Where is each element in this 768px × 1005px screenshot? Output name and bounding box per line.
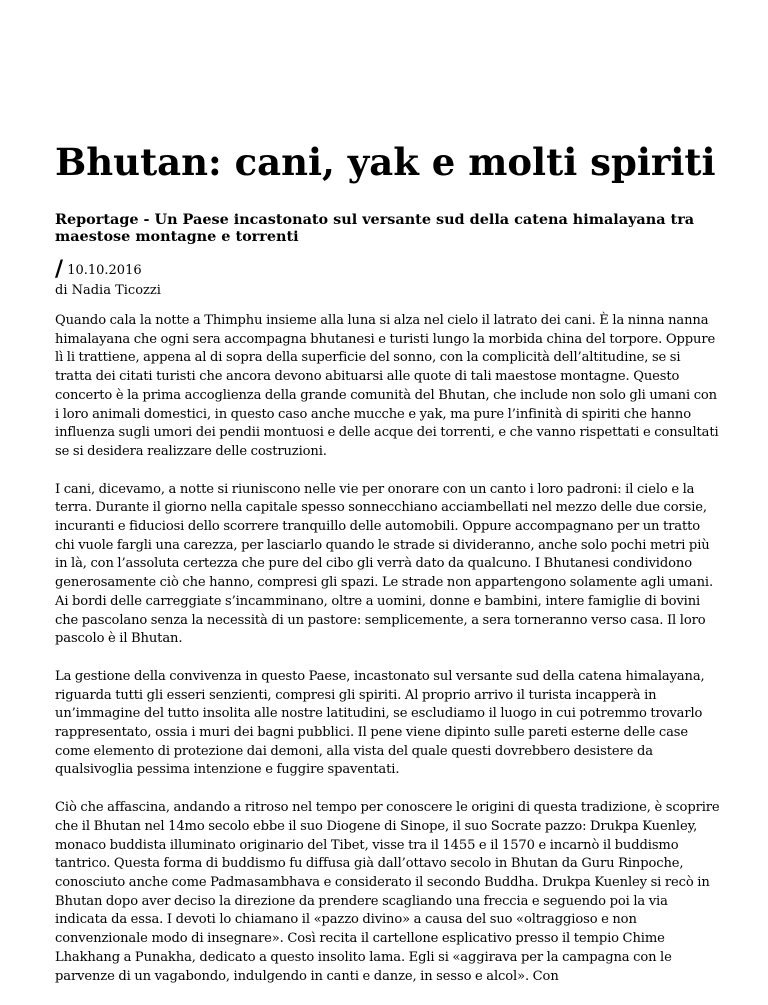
article-dateline (55, 257, 720, 282)
article-subtitle: Reportage - Un Paese incastonato sul versante sud della catena himalayana tra maestose montagne e torrenti (55, 211, 695, 245)
article-body (55, 312, 720, 1005)
article-byline: di Nadia Ticozzi (55, 283, 161, 298)
date-separator: / (55, 257, 64, 282)
publish-date: 10.10.2016 (67, 263, 142, 278)
paragraph: La gestione della convivenza in questo Paese, incastonato sul versante sud della catena himalayana, riguarda tutti gli esseri senzienti, compresi gli spiriti. Al proprio arrivo il turista incapperà in un’immagine del tutto insolita alle nostre latitudini, se escludiamo il luogo in cui potremmo trovarlo rappresentato, ossia i muri dei bagni pubblici. Il pene viene dipinto sulle pareti esterne delle case come elemento di protezione dai demoni, alla vista del quale questi dovrebbero desistere da qualsivoglia pessima intenzione e fuggire spaventati. (55, 668, 705, 778)
paragraph: Quando cala la notte a Thimphu insieme alla luna si alza nel cielo il latrato dei cani. È la ninna nanna himalayana che ogni sera accompagna bhutanesi e turisti lungo la morbida china del torpore. Oppure lì li trattiene, appena al di sopra della superficie del sonno, con la complicità dell’altitudine, se si tratta dei citati turisti che ancora devono abituarsi alle quote di tali maestose montagne. Questo concerto è la prima accoglienza della grande comunità del Bhutan, che include non solo gli umani con i loro animali domestici, in questo caso anche mucche e yak, ma pure l’infinità di spiriti che hanno influenza sugli umori dei pendii montuosi e delle acque dei torrenti, e che vanno rispettati e consultati se si desidera realizzare delle costruzioni. (55, 313, 719, 459)
article-title: Bhutan: cani, yak e molti spiriti (55, 140, 716, 184)
paragraph: Ciò che affascina, andando a ritroso nel tempo per conoscere le origini di questa tradizione, è scoprire che il Bhutan nel 14mo secolo ebbe il suo Diogene di Sinope, il suo Socrate pazzo: Drukpa Kuenley, monaco buddista illuminato originario del Tibet, visse tra il 1455 e il 1570 e incarnò il buddismo tantrico. Questa forma di buddismo fu diffusa già dall’ottavo secolo in Bhutan da Guru Rinpoche, conosciuto anche come Padmasambhava e considerato il secondo Buddha. Drukpa Kuenley si recò in Bhutan dopo aver deciso la direzione da prendere scagliando una freccia e seguendo poi la via indicata da essa. I devoti lo chiamano il «pazzo divino» a causa del suo «oltraggioso e non convenzionale modo di insegnare». Così recita il cartellone esplicativo presso il tempio Chime Lhakhang a Punakha, dedicato a questo insolito lama. Egli si «aggirava per la campagna con le parvenze di un vagabondo, indulgendo in canti e danze, in sesso e alcol». Con (55, 800, 720, 984)
paragraph: I cani, dicevamo, a notte si riuniscono nelle vie per onorare con un canto i loro padroni: il cielo e la terra. Durante il giorno nella capitale spesso sonnecchiano acciambellati nel mezzo delle due corsie, incuranti e fiduciosi dello scorrere tranquillo delle automobili. Oppure accompagnano per un tratto chi vuole fargli una carezza, per lasciarlo quando le strade si divideranno, anche solo pochi metri più in là, con l’assoluta certezza che pure del cibo gli verrà dato da qualcuno. I Bhutanesi condividono generosamente ciò che hanno, compresi gli spazi. Le strade non appartengono solamente agli umani. Ai bordi delle carreggiate s’incamminano, oltre a uomini, donne e bambini, intere famiglie di bovini che pascolano senza la necessità di un pastore: semplicemente, a sera torneranno verso casa. Il loro pascolo è il Bhutan. (55, 481, 714, 647)
